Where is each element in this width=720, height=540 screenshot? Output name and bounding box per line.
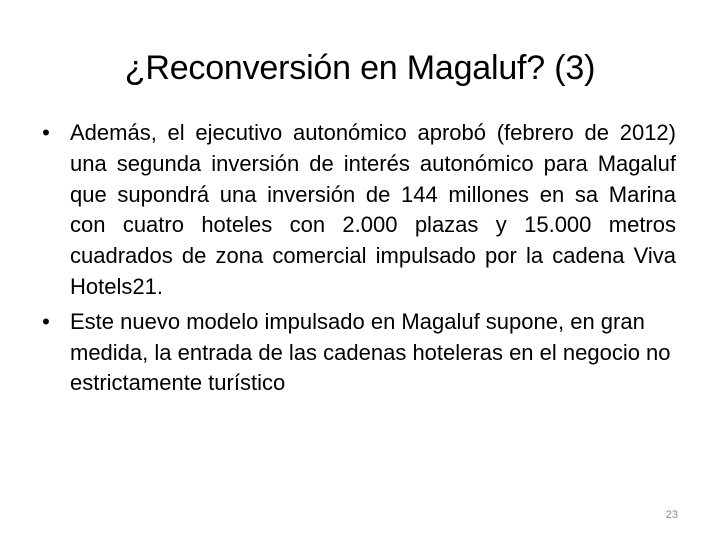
bullet-text: Además, el ejecutivo autonómico aprobó (febrero de 2012) una segunda inversión de interés autonómico para Magaluf que supondrá una inversión de 144 millones en sa Marina con cuatro hoteles con 2.000 plazas y 15.000 metros cuadrados de zona comercial impulsado por la cadena Viva Hotels21.: [70, 120, 676, 299]
bullet-marker: •: [42, 120, 50, 145]
bullet-item: [36, 307, 676, 399]
bullet-text: Este nuevo modelo impulsado en Magaluf supone, en gran medida, la entrada de las cadenas hoteleras en el negocio no estrictamente turístico: [70, 308, 671, 396]
bullet-list: [36, 118, 676, 403]
bullet-item: [36, 118, 676, 303]
page-number: 23: [665, 509, 678, 521]
bullet-marker: •: [42, 308, 50, 334]
slide-title: ¿Reconversión en Magaluf? (3): [124, 49, 596, 87]
